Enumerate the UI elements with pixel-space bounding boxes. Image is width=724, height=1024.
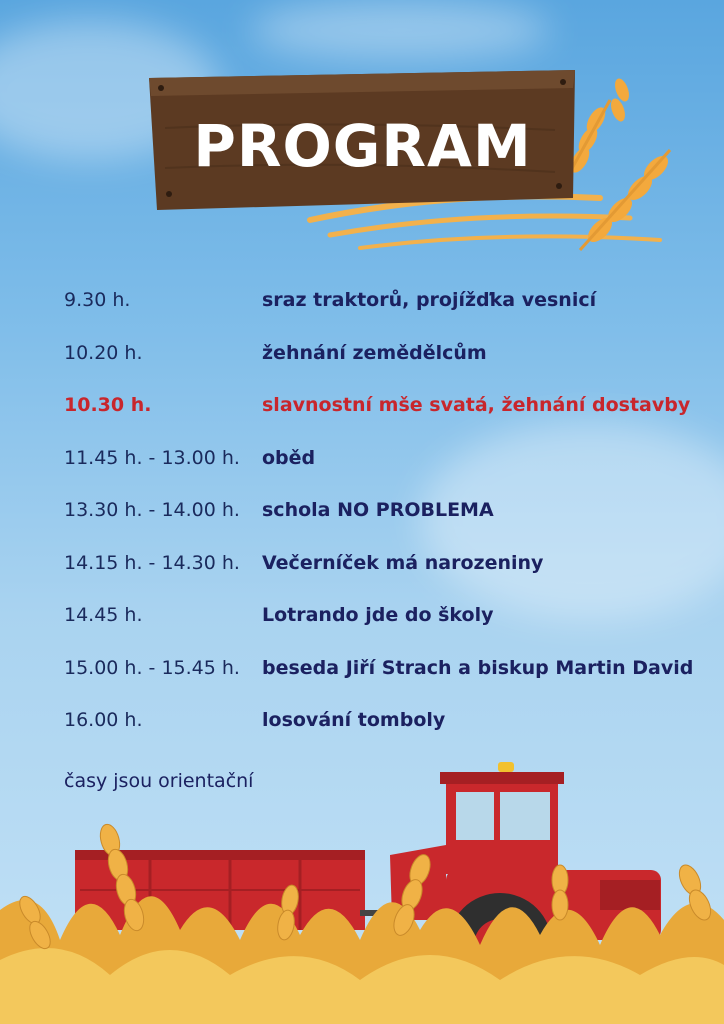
schedule-row: [64, 493, 704, 546]
event-label: Lotrando jde do školy: [262, 604, 494, 626]
schedule-row: [64, 283, 704, 336]
wooden-sign: [145, 68, 580, 213]
schedule-row-highlight: [64, 388, 704, 441]
schedule-row: [64, 651, 704, 704]
schedule-list: [64, 283, 704, 756]
time-label: 10.30 h.: [64, 394, 152, 416]
page-title: PROGRAM: [193, 112, 532, 180]
event-label: Večerníček má narozeniny: [262, 551, 544, 574]
time-label: 15.00 h. - 15.45 h.: [64, 656, 240, 679]
event-label: žehnání zemědělcům: [262, 341, 487, 364]
cloud: [250, 0, 550, 60]
footnote: časy jsou orientační: [64, 770, 254, 792]
time-label: 10.20 h.: [64, 341, 143, 364]
event-label: schola NO PROBLEMA: [262, 499, 494, 521]
event-label: oběd: [262, 446, 316, 469]
schedule-row: [64, 598, 704, 651]
time-label: 14.15 h. - 14.30 h.: [64, 551, 240, 574]
schedule-row: [64, 703, 704, 756]
tractor-field-illustration: [0, 760, 724, 1024]
event-label: slavnostní mše svatá, žehnání dostavby: [262, 394, 691, 416]
time-label: 13.30 h. - 14.00 h.: [64, 499, 240, 521]
time-label: 16.00 h.: [64, 709, 143, 731]
time-label: 11.45 h. - 13.00 h.: [64, 446, 240, 469]
schedule-row: [64, 546, 704, 599]
time-label: 14.45 h.: [64, 604, 143, 626]
event-label: losování tomboly: [262, 709, 446, 731]
schedule-row: [64, 336, 704, 389]
schedule-row: [64, 441, 704, 494]
time-label: 9.30 h.: [64, 289, 131, 311]
event-label: sraz traktorů, projížďka vesnicí: [262, 289, 597, 311]
event-label: beseda Jiří Strach a biskup Martin David: [262, 656, 694, 679]
